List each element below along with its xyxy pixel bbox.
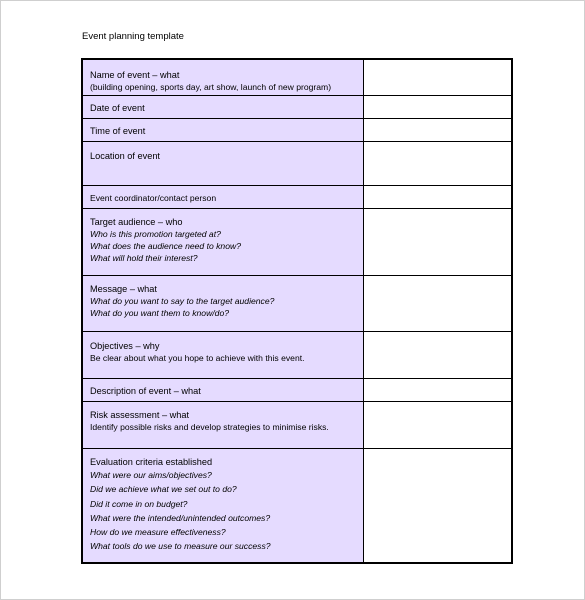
- row-description: Identify possible risks and develop strategies to minimise risks.: [90, 422, 329, 432]
- row-value-cell[interactable]: [363, 402, 512, 449]
- row-heading: Evaluation criteria established: [90, 457, 213, 467]
- row-label-cell: [82, 449, 363, 563]
- row-value-cell[interactable]: [363, 59, 512, 96]
- row-description: Be clear about what you hope to achieve with this event.: [90, 353, 305, 363]
- row-heading: Name of event – what: [90, 70, 180, 80]
- row-heading: Location of event: [90, 151, 160, 161]
- row-question: What does the audience need to know?: [90, 241, 241, 251]
- table-row: [82, 119, 512, 142]
- row-heading: Message – what: [90, 284, 157, 294]
- row-heading: Risk assessment – what: [90, 410, 190, 420]
- event-planning-table: [81, 58, 513, 564]
- row-label-cell: [82, 59, 363, 96]
- table-row: [82, 449, 512, 563]
- table-row: [82, 379, 512, 402]
- row-heading: Date of event: [90, 103, 145, 113]
- row-heading: Time of event: [90, 126, 146, 136]
- table-row: [82, 332, 512, 379]
- table-row: [82, 142, 512, 186]
- table-row: [82, 186, 512, 209]
- row-heading: Event coordinator/contact person: [90, 193, 217, 203]
- row-label-cell: [82, 96, 363, 119]
- row-question: Who is this promotion targeted at?: [90, 229, 221, 239]
- row-value-cell[interactable]: [363, 96, 512, 119]
- row-description: (building opening, sports day, art show, launch of new program): [90, 82, 332, 92]
- row-question: What do you want to say to the target audience?: [90, 296, 275, 306]
- row-question: Did it come in on budget?: [90, 498, 188, 509]
- row-question: What were our aims/objectives?: [90, 470, 212, 480]
- row-heading: Description of event – what: [90, 386, 201, 396]
- row-label-cell: [82, 402, 363, 449]
- row-label-cell: [82, 379, 363, 402]
- row-question: What tools do we use to measure our success?: [90, 541, 271, 552]
- table-row: [82, 402, 512, 449]
- document-title: Event planning template: [82, 31, 184, 42]
- row-value-cell[interactable]: [363, 142, 512, 186]
- row-question: What do you want them to know/do?: [90, 308, 230, 318]
- row-value-cell[interactable]: [363, 209, 512, 276]
- row-label-cell: [82, 186, 363, 209]
- row-value-cell[interactable]: [363, 276, 512, 332]
- row-value-cell[interactable]: [363, 449, 512, 563]
- table-row: [82, 59, 512, 96]
- row-value-cell[interactable]: [363, 119, 512, 142]
- row-value-cell[interactable]: [363, 332, 512, 379]
- table-row: [82, 276, 512, 332]
- row-question: What will hold their interest?: [90, 253, 198, 263]
- row-label-cell: [82, 332, 363, 379]
- table-row: [82, 96, 512, 119]
- row-heading: Objectives – why: [90, 341, 160, 351]
- row-value-cell[interactable]: [363, 379, 512, 402]
- row-question: What were the intended/unintended outcomes?: [90, 512, 271, 523]
- row-label-cell: [82, 142, 363, 186]
- row-value-cell[interactable]: [363, 186, 512, 209]
- row-question: Did we achieve what we set out to do?: [90, 484, 237, 495]
- row-label-cell: [82, 119, 363, 142]
- row-label-cell: [82, 209, 363, 276]
- row-heading: Target audience – who: [90, 217, 183, 227]
- row-label-cell: [82, 276, 363, 332]
- table-row: [82, 209, 512, 276]
- row-question: How do we measure effectiveness?: [90, 527, 226, 538]
